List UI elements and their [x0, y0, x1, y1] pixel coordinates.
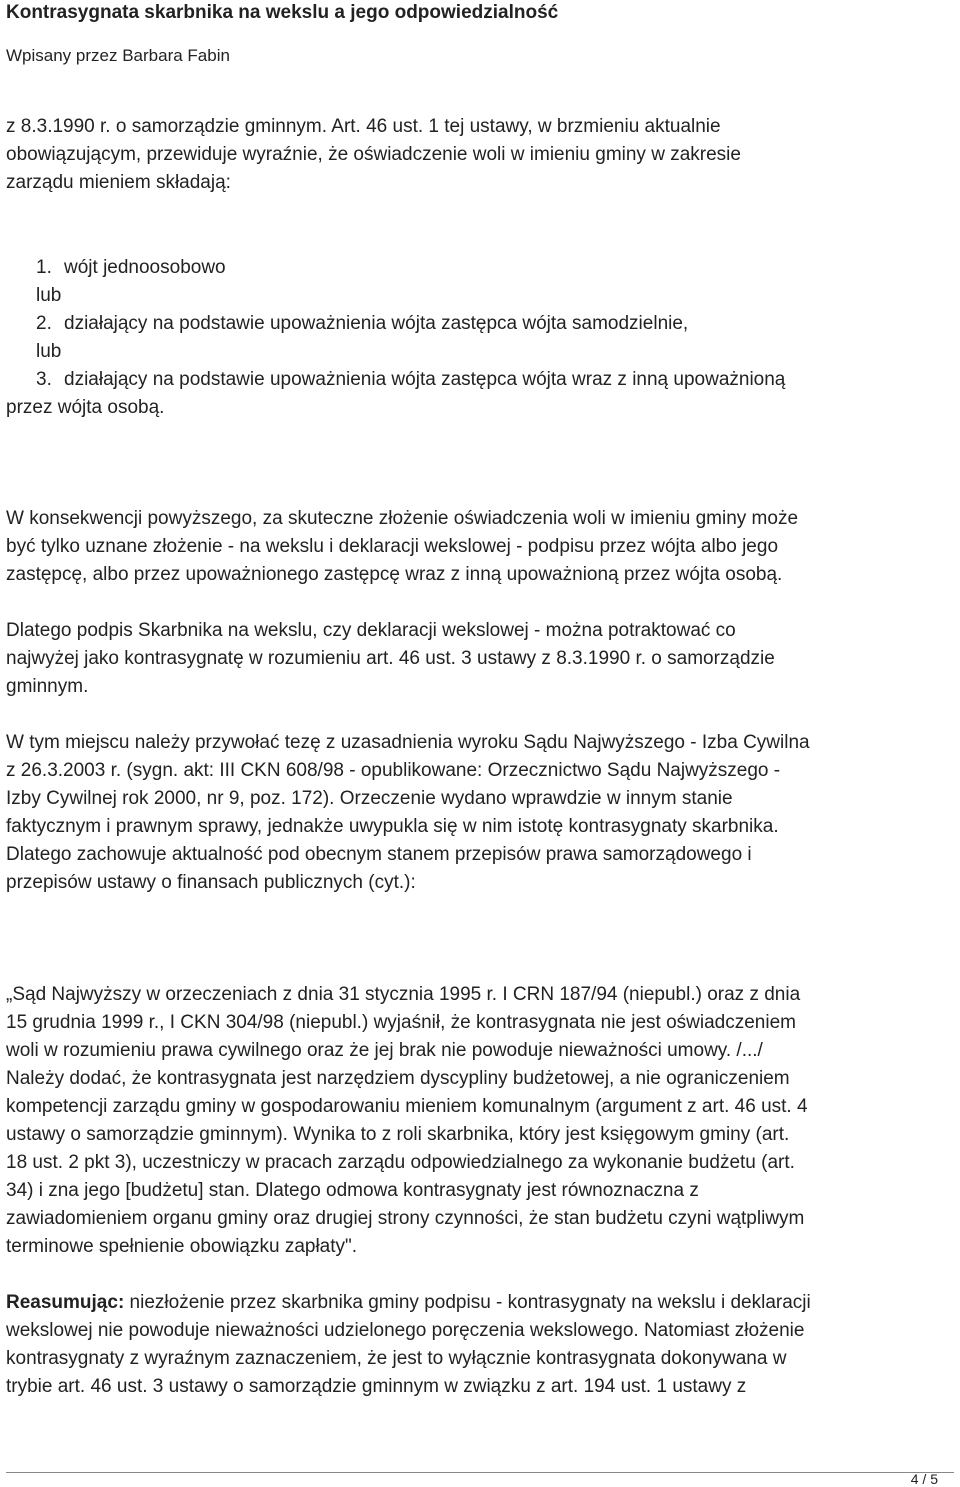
text-line: ustawy o samorządzie gminnym). Wynika to z roli skarbnika, który jest księgowym gminy (art.: [6, 1124, 790, 1145]
list-item: [6, 366, 956, 394]
text-line: gminnym.: [6, 676, 89, 697]
list-number: 3.: [36, 369, 52, 390]
text-line: Izby Cywilnej rok 2000, nr 9, poz. 172). Orzeczenie wydano wprawdzie w innym stanie: [6, 788, 733, 809]
list-item-text: działający na podstawie upoważnienia wójta zastępca wójta samodzielnie,: [64, 313, 689, 334]
page-number: 4 / 5: [910, 1471, 938, 1487]
paragraph-treasurer-signature: [6, 617, 956, 701]
list-number: 2.: [36, 313, 52, 334]
list-item-text: wójt jednoosobowo: [64, 257, 226, 278]
author-line: Wpisany przez Barbara Fabin: [6, 46, 230, 65]
text-line: z 8.3.1990 r. o samorządzie gminnym. Art. 46 ust. 1 tej ustawy, w brzmieniu aktualnie: [6, 116, 721, 137]
document-title: Kontrasygnata skarbnika na wekslu a jego odpowiedzialność: [6, 2, 559, 23]
paragraph-consequence: [6, 505, 956, 589]
text-line: faktycznym i prawnym sprawy, jednakże uwypukla się w nim istotę kontrasygnaty skarbnika.: [6, 816, 779, 837]
list-item: [6, 310, 956, 338]
text-line: Dlatego podpis Skarbnika na wekslu, czy deklaracji wekslowej - można potraktować co: [6, 620, 736, 641]
list-separator: lub: [36, 341, 62, 362]
text-line: obowiązującym, przewiduje wyraźnie, że oświadczenie woli w imieniu gminy w zakresie: [6, 144, 741, 165]
text-line: przepisów ustawy o finansach publicznych (cyt.):: [6, 872, 416, 893]
text-line: wekslowej nie powoduje nieważności udzielonego poręczenia wekslowego. Natomiast złożenie: [6, 1320, 805, 1341]
text-line: W tym miejscu należy przywołać tezę z uzasadnienia wyroku Sądu Najwyższego - Izba Cywilna: [6, 732, 810, 753]
summary-text: niezłożenie przez skarbnika gminy podpisu - kontrasygnaty na wekslu i deklaracji: [124, 1292, 811, 1313]
text-line: zawiadomieniem organu gminy oraz drugiej strony czynności, że stan budżetu czyni wątpliwym: [6, 1208, 805, 1229]
footer-divider: [6, 1472, 954, 1473]
text-line: 34) i zna jego [budżetu] stan. Dlatego odmowa kontrasygnaty jest równoznaczna z: [6, 1180, 699, 1201]
intro-paragraph: [6, 113, 956, 197]
text-line: zarządu mieniem składają:: [6, 172, 231, 193]
court-quote: [6, 981, 956, 1261]
text-line: kompetencji zarządu gminy w gospodarowaniu mieniem komunalnym (argument z art. 46 ust. 4: [6, 1096, 808, 1117]
text-line: „Sąd Najwyższy w orzeczeniach z dnia 31 stycznia 1995 r. I CRN 187/94 (niepubl.) oraz z dnia: [6, 984, 801, 1005]
text-line: kontrasygnaty z wyraźnym zaznaczeniem, że jest to wyłącznie kontrasygnata dokonywana w: [6, 1348, 787, 1369]
text-line: terminowe spełnienie obowiązku zapłaty".: [6, 1236, 358, 1257]
text-line: woli w rozumieniu prawa cywilnego oraz że jej brak nie powoduje nieważności umowy. /.../: [6, 1040, 763, 1061]
text-line: trybie art. 46 ust. 3 ustawy o samorządzie gminnym w związku z art. 194 ust. 1 ustawy z: [6, 1376, 747, 1397]
text-line: W konsekwencji powyższego, za skuteczne złożenie oświadczenia woli w imieniu gminy może: [6, 508, 799, 529]
signatories-list: [6, 254, 956, 422]
text-line: Należy dodać, że kontrasygnata jest narzędziem dyscypliny budżetowej, a nie ograniczeniem: [6, 1068, 790, 1089]
text-line: 15 grudnia 1999 r., I CKN 304/98 (niepubl.) wyjaśnił, że kontrasygnata nie jest oświadczeniem: [6, 1012, 796, 1033]
text-line: najwyżej jako kontrasygnatę w rozumieniu art. 46 ust. 3 ustawy z 8.3.1990 r. o samorządzie: [6, 648, 775, 669]
text-line: Dlatego zachowuje aktualność pod obecnym stanem przepisów prawa samorządowego i: [6, 844, 752, 865]
list-item-text: działający na podstawie upoważnienia wójta zastępca wójta wraz z inną upoważnioną: [64, 369, 786, 390]
text-line: [6, 1289, 956, 1317]
text-line: zastępcę, albo przez upoważnionego zastępcę wraz z inną upoważnioną przez wójta osobą.: [6, 564, 783, 585]
list-separator: lub: [36, 285, 62, 306]
list-item: [6, 254, 956, 282]
summary-paragraph: [6, 1289, 956, 1401]
paragraph-supreme-court: [6, 729, 956, 897]
text-line: być tylko uznane złożenie - na wekslu i deklaracji wekslowej - podpisu przez wójta albo jego: [6, 536, 779, 557]
list-item-continuation: przez wójta osobą.: [6, 397, 165, 418]
list-number: 1.: [36, 257, 52, 278]
text-line: 18 ust. 2 pkt 3), uczestniczy w pracach zarządu odpowiedzialnego za wykonanie budżetu (art.: [6, 1152, 795, 1173]
summary-label: Reasumując:: [6, 1292, 125, 1313]
text-line: z 26.3.2003 r. (sygn. akt: III CKN 608/98 - opublikowane: Orzecznictwo Sądu Najwyższego -: [6, 760, 781, 781]
